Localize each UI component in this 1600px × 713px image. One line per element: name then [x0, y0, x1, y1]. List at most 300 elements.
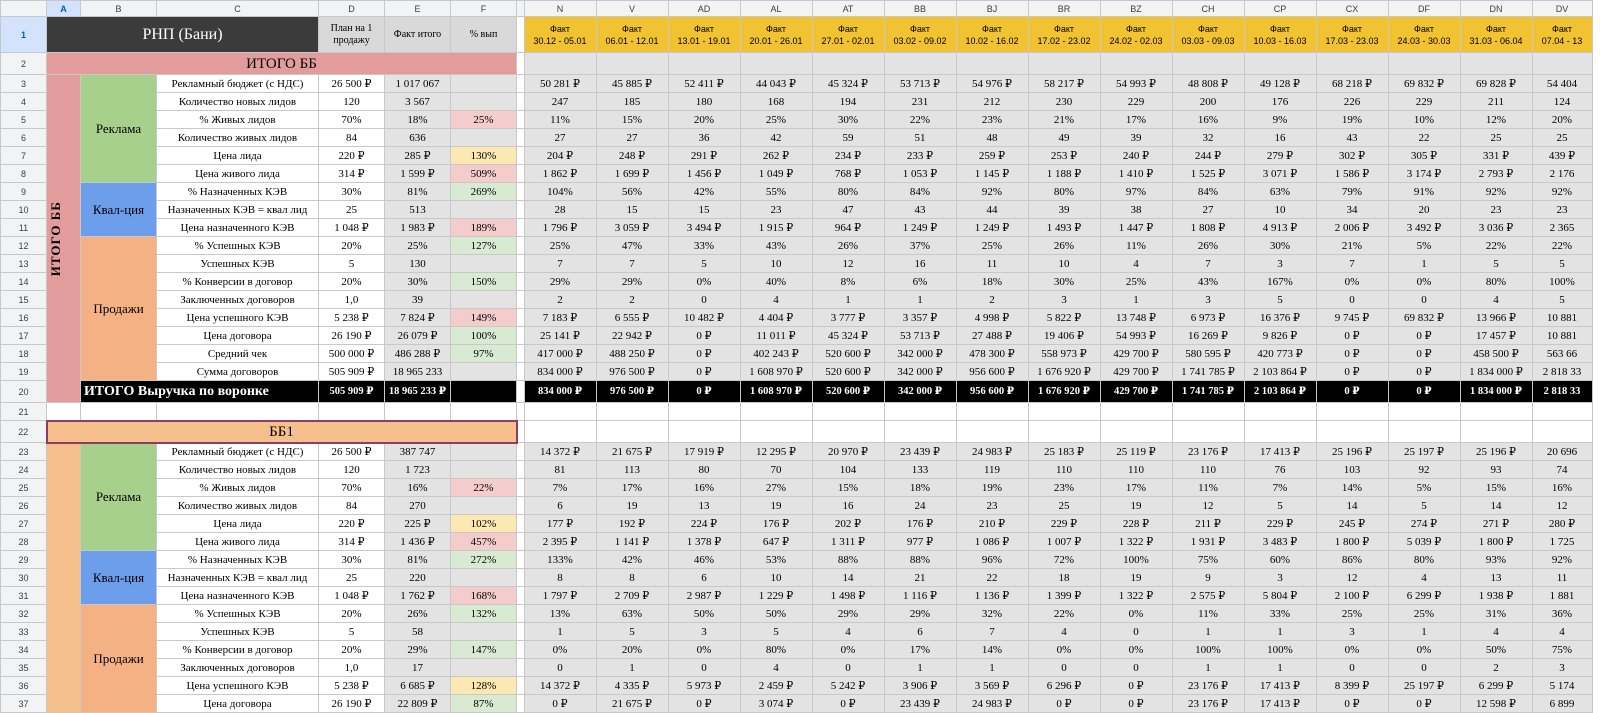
period-value-cell[interactable]: 104 — [812, 461, 884, 479]
period-value-cell[interactable]: 7 — [1316, 255, 1388, 273]
period-value-cell[interactable]: 47 — [812, 201, 884, 219]
period-value-cell[interactable]: 25% — [524, 237, 596, 255]
period-value-cell[interactable]: 7% — [1244, 479, 1316, 497]
metric-label[interactable]: Заключенных договоров — [157, 291, 319, 309]
period-value-cell[interactable]: 6 299 ₽ — [1388, 587, 1460, 605]
period-value-cell[interactable]: 229 ₽ — [1028, 515, 1100, 533]
period-value-cell[interactable]: 176 ₽ — [740, 515, 812, 533]
period-value-cell[interactable]: 19 — [740, 497, 812, 515]
column-header[interactable]: DV — [1532, 1, 1592, 17]
period-value-cell[interactable]: 33% — [668, 237, 740, 255]
period-value-cell[interactable]: 977 ₽ — [884, 533, 956, 551]
column-header[interactable]: AT — [812, 1, 884, 17]
period-value-cell[interactable]: 5% — [1388, 237, 1460, 255]
period-value-cell[interactable]: 5 174 — [1532, 677, 1592, 695]
period-value-cell[interactable]: 14 — [812, 569, 884, 587]
total-revenue-label[interactable]: ИТОГО Выручка по воронке — [81, 381, 319, 403]
metric-label[interactable]: Цена лида — [157, 147, 319, 165]
period-value-cell[interactable]: 2 987 ₽ — [668, 587, 740, 605]
period-value-cell[interactable]: 37% — [884, 237, 956, 255]
period-value-cell[interactable]: 5 — [668, 255, 740, 273]
period-value-cell[interactable]: 10 — [1244, 201, 1316, 219]
period-value-cell[interactable]: 50 281 ₽ — [524, 75, 596, 93]
period-value-cell[interactable]: 44 — [956, 201, 1028, 219]
fact-total-cell[interactable]: 3 567 — [385, 93, 451, 111]
period-value-cell[interactable]: 271 ₽ — [1460, 515, 1532, 533]
period-value-cell[interactable]: 1 800 ₽ — [1460, 533, 1532, 551]
period-value-cell[interactable]: 0% — [524, 641, 596, 659]
period-value-cell[interactable]: 3 036 ₽ — [1460, 219, 1532, 237]
plan-cell[interactable]: 20% — [319, 605, 385, 623]
period-value-cell[interactable]: 1 — [812, 291, 884, 309]
period-value-cell[interactable]: 20% — [596, 641, 668, 659]
period-value-cell[interactable]: 5 804 ₽ — [1244, 587, 1316, 605]
cell[interactable] — [1172, 421, 1244, 443]
cell[interactable] — [956, 53, 1028, 75]
fact-total-cell[interactable]: 39 — [385, 291, 451, 309]
fact-total-cell[interactable]: 513 — [385, 201, 451, 219]
period-value-cell[interactable]: 1 931 ₽ — [1172, 533, 1244, 551]
fact-total-cell[interactable]: 1 983 ₽ — [385, 219, 451, 237]
row-header[interactable]: 17 — [1, 327, 47, 345]
period-value-cell[interactable]: 229 ₽ — [1244, 515, 1316, 533]
cell[interactable] — [1172, 403, 1244, 421]
period-value-cell[interactable]: 253 ₽ — [1028, 147, 1100, 165]
period-value-cell[interactable]: 38 — [1100, 201, 1172, 219]
period-value-cell[interactable]: 19 — [596, 497, 668, 515]
plan-cell[interactable]: 1 048 ₽ — [319, 219, 385, 237]
period-value-cell[interactable]: 11 — [1532, 569, 1592, 587]
total-period-cell[interactable]: 1 741 785 ₽ — [1172, 381, 1244, 403]
period-value-cell[interactable]: 80% — [1388, 551, 1460, 569]
fact-total-cell[interactable]: 1 436 ₽ — [385, 533, 451, 551]
metric-label[interactable]: % Конверсии в договор — [157, 273, 319, 291]
metric-label[interactable]: Цена договора — [157, 327, 319, 345]
period-value-cell[interactable]: 1 086 ₽ — [956, 533, 1028, 551]
period-value-cell[interactable]: 92% — [956, 183, 1028, 201]
row-header[interactable]: 13 — [1, 255, 47, 273]
period-value-cell[interactable]: 4 — [812, 623, 884, 641]
row-header[interactable]: 35 — [1, 659, 47, 677]
period-value-cell[interactable]: 417 000 ₽ — [524, 345, 596, 363]
period-value-cell[interactable]: 17 413 ₽ — [1244, 443, 1316, 461]
metric-label[interactable]: Назначенных КЭВ = квал лид — [157, 569, 319, 587]
period-value-cell[interactable]: 9 — [1172, 569, 1244, 587]
period-value-cell[interactable]: 1 — [884, 659, 956, 677]
plan-cell[interactable]: 26 190 ₽ — [319, 695, 385, 713]
period-value-cell[interactable]: 2 — [596, 291, 668, 309]
period-value-cell[interactable]: 11% — [1172, 479, 1244, 497]
period-value-cell[interactable]: 3 — [1244, 569, 1316, 587]
column-header[interactable]: AD — [668, 1, 740, 17]
fact-total-cell[interactable]: 26 079 ₽ — [385, 327, 451, 345]
period-value-cell[interactable]: 6 299 ₽ — [1460, 677, 1532, 695]
period-value-cell[interactable]: 14% — [1316, 479, 1388, 497]
period-value-cell[interactable]: 1 — [1244, 623, 1316, 641]
row-header[interactable]: 21 — [1, 403, 47, 421]
row-header[interactable]: 22 — [1, 421, 47, 443]
plan-cell[interactable]: 120 — [319, 461, 385, 479]
plan-cell[interactable]: 70% — [319, 479, 385, 497]
percent-cell[interactable]: 102% — [451, 515, 517, 533]
period-value-cell[interactable]: 6 — [884, 623, 956, 641]
period-value-cell[interactable]: 26% — [1028, 237, 1100, 255]
period-value-cell[interactable]: 25% — [1388, 605, 1460, 623]
period-value-cell[interactable]: 47% — [596, 237, 668, 255]
cell[interactable] — [1244, 403, 1316, 421]
percent-cell[interactable] — [451, 75, 517, 93]
period-value-cell[interactable]: 9 826 ₽ — [1244, 327, 1316, 345]
row-header[interactable]: 28 — [1, 533, 47, 551]
period-value-cell[interactable]: 1 410 ₽ — [1100, 165, 1172, 183]
percent-cell[interactable]: 168% — [451, 587, 517, 605]
period-value-cell[interactable]: 88% — [884, 551, 956, 569]
period-value-cell[interactable]: 1 862 ₽ — [524, 165, 596, 183]
cell[interactable] — [451, 403, 517, 421]
metric-label[interactable]: Рекламный бюджет (с НДС) — [157, 75, 319, 93]
row-header[interactable]: 26 — [1, 497, 47, 515]
period-value-cell[interactable]: 1 725 — [1532, 533, 1592, 551]
period-value-cell[interactable]: 279 ₽ — [1244, 147, 1316, 165]
period-value-cell[interactable]: 964 ₽ — [812, 219, 884, 237]
period-value-cell[interactable]: 16 — [884, 255, 956, 273]
row-header[interactable]: 18 — [1, 345, 47, 363]
period-value-cell[interactable]: 3 492 ₽ — [1388, 219, 1460, 237]
row-header[interactable]: 20 — [1, 381, 47, 403]
cell[interactable] — [668, 403, 740, 421]
metric-label[interactable]: Количество новых лидов — [157, 461, 319, 479]
percent-cell[interactable]: 147% — [451, 641, 517, 659]
period-value-cell[interactable]: 1 — [1100, 291, 1172, 309]
period-value-cell[interactable]: 1 249 ₽ — [956, 219, 1028, 237]
total-period-cell[interactable]: 1 608 970 ₽ — [740, 381, 812, 403]
period-value-cell[interactable]: 1 — [596, 659, 668, 677]
period-value-cell[interactable]: 43% — [1172, 273, 1244, 291]
plan-cell[interactable]: 20% — [319, 237, 385, 255]
period-value-cell[interactable]: 124 — [1532, 93, 1592, 111]
period-value-cell[interactable]: 110 — [1172, 461, 1244, 479]
cell[interactable] — [740, 421, 812, 443]
period-value-cell[interactable]: 12 598 ₽ — [1460, 695, 1532, 713]
cell[interactable] — [524, 421, 596, 443]
period-value-cell[interactable]: 14 372 ₽ — [524, 677, 596, 695]
percent-header[interactable]: % вып — [451, 17, 517, 53]
period-value-cell[interactable]: 224 ₽ — [668, 515, 740, 533]
column-header[interactable]: B — [81, 1, 157, 17]
period-value-cell[interactable]: 8% — [812, 273, 884, 291]
total-period-cell[interactable]: 956 600 ₽ — [956, 381, 1028, 403]
cell[interactable] — [157, 403, 319, 421]
metric-label[interactable]: Успешных КЭВ — [157, 255, 319, 273]
section-side-label[interactable] — [47, 443, 81, 713]
total-percent-cell[interactable] — [451, 381, 517, 403]
period-value-cell[interactable]: 17 413 ₽ — [1244, 677, 1316, 695]
total-period-cell[interactable]: 520 600 ₽ — [812, 381, 884, 403]
period-value-cell[interactable]: 92% — [1460, 183, 1532, 201]
period-value-cell[interactable]: 92% — [1532, 183, 1592, 201]
total-fact-cell[interactable]: 18 965 233 ₽ — [385, 381, 451, 403]
metric-label[interactable]: Количество живых лидов — [157, 497, 319, 515]
period-value-cell[interactable]: 0 ₽ — [668, 327, 740, 345]
period-header[interactable] — [524, 17, 596, 53]
total-period-cell[interactable]: 834 000 ₽ — [524, 381, 596, 403]
period-value-cell[interactable]: 5% — [1388, 479, 1460, 497]
period-value-cell[interactable]: 11 — [956, 255, 1028, 273]
percent-cell[interactable] — [451, 497, 517, 515]
period-value-cell[interactable]: 25 — [1460, 129, 1532, 147]
cell[interactable] — [524, 53, 596, 75]
period-value-cell[interactable]: 23% — [956, 111, 1028, 129]
column-header[interactable]: BJ — [956, 1, 1028, 17]
period-value-cell[interactable]: 1 834 000 ₽ — [1460, 363, 1532, 381]
period-value-cell[interactable]: 0 ₽ — [1316, 345, 1388, 363]
period-value-cell[interactable]: 2 365 — [1532, 219, 1592, 237]
period-value-cell[interactable]: 2 006 ₽ — [1316, 219, 1388, 237]
fact-total-cell[interactable]: 285 ₽ — [385, 147, 451, 165]
period-value-cell[interactable]: 234 ₽ — [812, 147, 884, 165]
period-value-cell[interactable]: 10 — [1028, 255, 1100, 273]
period-value-cell[interactable]: 233 ₽ — [884, 147, 956, 165]
row-header[interactable]: 2 — [1, 53, 47, 75]
column-header[interactable]: CX — [1316, 1, 1388, 17]
period-value-cell[interactable]: 229 — [1388, 93, 1460, 111]
period-value-cell[interactable]: 0 — [1100, 659, 1172, 677]
cell[interactable] — [1028, 421, 1100, 443]
period-value-cell[interactable]: 49 128 ₽ — [1244, 75, 1316, 93]
row-header[interactable]: 7 — [1, 147, 47, 165]
cell[interactable] — [1028, 53, 1100, 75]
period-value-cell[interactable]: 16 376 ₽ — [1244, 309, 1316, 327]
period-value-cell[interactable]: 100% — [1532, 273, 1592, 291]
period-value-cell[interactable]: 68 218 ₽ — [1316, 75, 1388, 93]
period-header[interactable] — [1028, 17, 1100, 53]
row-header[interactable]: 10 — [1, 201, 47, 219]
period-value-cell[interactable]: 1 456 ₽ — [668, 165, 740, 183]
period-value-cell[interactable]: 4 335 ₽ — [596, 677, 668, 695]
row-header[interactable]: 6 — [1, 129, 47, 147]
total-period-cell[interactable]: 1 676 920 ₽ — [1028, 381, 1100, 403]
period-value-cell[interactable]: 0 — [1316, 291, 1388, 309]
period-value-cell[interactable]: 5 — [1532, 291, 1592, 309]
row-header[interactable]: 4 — [1, 93, 47, 111]
plan-header[interactable]: План на 1 продажу — [319, 17, 385, 53]
cell[interactable] — [740, 53, 812, 75]
period-value-cell[interactable]: 4 — [1460, 623, 1532, 641]
metric-label[interactable]: Цена живого лида — [157, 165, 319, 183]
period-value-cell[interactable]: 27 — [1172, 201, 1244, 219]
percent-cell[interactable]: 22% — [451, 479, 517, 497]
period-value-cell[interactable]: 23 176 ₽ — [1172, 443, 1244, 461]
period-value-cell[interactable]: 48 — [956, 129, 1028, 147]
cell[interactable] — [1100, 403, 1172, 421]
cell[interactable] — [81, 403, 157, 421]
row-header[interactable]: 37 — [1, 695, 47, 713]
period-value-cell[interactable]: 834 000 ₽ — [524, 363, 596, 381]
period-value-cell[interactable]: 247 — [524, 93, 596, 111]
period-value-cell[interactable]: 42% — [668, 183, 740, 201]
plan-cell[interactable]: 30% — [319, 183, 385, 201]
period-value-cell[interactable]: 25% — [740, 111, 812, 129]
period-value-cell[interactable]: 24 — [884, 497, 956, 515]
period-value-cell[interactable]: 12 — [1532, 497, 1592, 515]
percent-cell[interactable]: 25% — [451, 111, 517, 129]
period-value-cell[interactable]: 80% — [1460, 273, 1532, 291]
period-header[interactable] — [884, 17, 956, 53]
period-value-cell[interactable]: 15% — [812, 479, 884, 497]
metric-label[interactable]: % Назначенных КЭВ — [157, 551, 319, 569]
cell[interactable] — [1532, 421, 1592, 443]
period-value-cell[interactable]: 2 100 ₽ — [1316, 587, 1388, 605]
period-value-cell[interactable]: 25 — [1532, 129, 1592, 147]
metric-label[interactable]: Количество живых лидов — [157, 129, 319, 147]
period-value-cell[interactable]: 10 881 — [1532, 327, 1592, 345]
period-value-cell[interactable]: 30% — [1028, 273, 1100, 291]
period-value-cell[interactable]: 8 399 ₽ — [1316, 677, 1388, 695]
cell[interactable] — [1532, 53, 1592, 75]
period-value-cell[interactable]: 1 915 ₽ — [740, 219, 812, 237]
period-value-cell[interactable]: 13 — [1460, 569, 1532, 587]
period-value-cell[interactable]: 1 800 ₽ — [1316, 533, 1388, 551]
period-value-cell[interactable]: 211 — [1460, 93, 1532, 111]
period-value-cell[interactable]: 2 395 ₽ — [524, 533, 596, 551]
period-value-cell[interactable]: 23 — [1532, 201, 1592, 219]
report-title[interactable]: РНП (Бани) — [47, 17, 319, 53]
period-value-cell[interactable]: 280 ₽ — [1532, 515, 1592, 533]
period-value-cell[interactable]: 1 797 ₽ — [524, 587, 596, 605]
period-value-cell[interactable]: 1 447 ₽ — [1100, 219, 1172, 237]
cell[interactable] — [596, 53, 668, 75]
period-value-cell[interactable]: 43% — [740, 237, 812, 255]
row-header[interactable]: 36 — [1, 677, 47, 695]
period-value-cell[interactable]: 16 — [1244, 129, 1316, 147]
period-value-cell[interactable]: 1 608 970 ₽ — [740, 363, 812, 381]
period-header[interactable] — [740, 17, 812, 53]
period-value-cell[interactable]: 5 242 ₽ — [812, 677, 884, 695]
period-value-cell[interactable]: 0% — [1316, 641, 1388, 659]
period-value-cell[interactable]: 34 — [1316, 201, 1388, 219]
period-value-cell[interactable]: 113 — [596, 461, 668, 479]
fact-total-cell[interactable]: 6 685 ₽ — [385, 677, 451, 695]
period-value-cell[interactable]: 22% — [884, 111, 956, 129]
metric-label[interactable]: % Назначенных КЭВ — [157, 183, 319, 201]
fact-total-cell[interactable]: 25% — [385, 237, 451, 255]
period-value-cell[interactable]: 42% — [596, 551, 668, 569]
period-value-cell[interactable]: 5 039 ₽ — [1388, 533, 1460, 551]
row-header[interactable]: 33 — [1, 623, 47, 641]
cell[interactable] — [1100, 421, 1172, 443]
period-value-cell[interactable]: 14% — [956, 641, 1028, 659]
period-value-cell[interactable]: 21% — [1028, 111, 1100, 129]
period-value-cell[interactable]: 26% — [812, 237, 884, 255]
period-value-cell[interactable]: 56% — [596, 183, 668, 201]
fact-total-cell[interactable]: 1 017 067 — [385, 75, 451, 93]
period-value-cell[interactable]: 21 675 ₽ — [596, 443, 668, 461]
row-header[interactable]: 23 — [1, 443, 47, 461]
period-value-cell[interactable]: 8 — [524, 569, 596, 587]
period-value-cell[interactable]: 439 ₽ — [1532, 147, 1592, 165]
group-label[interactable]: Продажи — [81, 237, 157, 381]
period-value-cell[interactable]: 100% — [1172, 641, 1244, 659]
period-value-cell[interactable]: 302 ₽ — [1316, 147, 1388, 165]
period-value-cell[interactable]: 3 059 ₽ — [596, 219, 668, 237]
group-label[interactable]: Продажи — [81, 605, 157, 713]
period-value-cell[interactable]: 0 ₽ — [1100, 695, 1172, 713]
period-value-cell[interactable]: 244 ₽ — [1172, 147, 1244, 165]
period-value-cell[interactable]: 177 ₽ — [524, 515, 596, 533]
plan-cell[interactable]: 1 048 ₽ — [319, 587, 385, 605]
period-value-cell[interactable]: 23 439 ₽ — [884, 443, 956, 461]
period-value-cell[interactable]: 52 411 ₽ — [668, 75, 740, 93]
period-value-cell[interactable]: 133% — [524, 551, 596, 569]
period-value-cell[interactable]: 32% — [956, 605, 1028, 623]
metric-label[interactable]: % Живых лидов — [157, 479, 319, 497]
column-header[interactable]: CP — [1244, 1, 1316, 17]
column-header[interactable]: DF — [1388, 1, 1460, 17]
period-value-cell[interactable]: 104% — [524, 183, 596, 201]
period-header[interactable] — [1532, 17, 1592, 53]
period-value-cell[interactable]: 5 — [1532, 255, 1592, 273]
period-value-cell[interactable]: 10 — [740, 255, 812, 273]
period-value-cell[interactable]: 420 773 ₽ — [1244, 345, 1316, 363]
period-value-cell[interactable]: 3 569 ₽ — [956, 677, 1028, 695]
period-value-cell[interactable]: 0 — [1388, 659, 1460, 677]
period-value-cell[interactable]: 1 796 ₽ — [524, 219, 596, 237]
period-value-cell[interactable]: 3 — [1028, 291, 1100, 309]
total-period-cell[interactable]: 429 700 ₽ — [1100, 381, 1172, 403]
period-value-cell[interactable]: 3 — [1172, 291, 1244, 309]
fact-total-cell[interactable]: 16% — [385, 479, 451, 497]
fact-total-cell[interactable]: 29% — [385, 641, 451, 659]
period-value-cell[interactable]: 1 141 ₽ — [596, 533, 668, 551]
period-value-cell[interactable]: 91% — [1388, 183, 1460, 201]
period-value-cell[interactable]: 2 793 ₽ — [1460, 165, 1532, 183]
period-value-cell[interactable]: 92 — [1388, 461, 1460, 479]
period-value-cell[interactable]: 84% — [1172, 183, 1244, 201]
period-value-cell[interactable]: 956 600 ₽ — [956, 363, 1028, 381]
column-header[interactable]: D — [319, 1, 385, 17]
period-value-cell[interactable]: 20 970 ₽ — [812, 443, 884, 461]
period-value-cell[interactable]: 1 — [1388, 623, 1460, 641]
plan-cell[interactable]: 25 — [319, 201, 385, 219]
period-value-cell[interactable]: 53% — [740, 551, 812, 569]
period-value-cell[interactable]: 0 — [668, 291, 740, 309]
period-value-cell[interactable]: 50% — [1460, 641, 1532, 659]
plan-cell[interactable]: 5 238 ₽ — [319, 677, 385, 695]
period-value-cell[interactable]: 478 300 ₽ — [956, 345, 1028, 363]
period-header[interactable] — [1388, 17, 1460, 53]
fact-total-cell[interactable]: 26% — [385, 605, 451, 623]
period-value-cell[interactable]: 22% — [1532, 237, 1592, 255]
period-value-cell[interactable]: 1 808 ₽ — [1172, 219, 1244, 237]
period-value-cell[interactable]: 25% — [1316, 605, 1388, 623]
period-value-cell[interactable]: 0 ₽ — [1388, 695, 1460, 713]
period-value-cell[interactable]: 75% — [1172, 551, 1244, 569]
percent-cell[interactable] — [451, 569, 517, 587]
period-value-cell[interactable]: 0% — [1100, 605, 1172, 623]
percent-cell[interactable] — [451, 659, 517, 677]
period-value-cell[interactable]: 100% — [1244, 641, 1316, 659]
section-side-label[interactable] — [47, 75, 81, 403]
period-value-cell[interactable]: 7 — [956, 623, 1028, 641]
period-value-cell[interactable]: 1 676 920 ₽ — [1028, 363, 1100, 381]
fact-total-cell[interactable]: 270 — [385, 497, 451, 515]
period-value-cell[interactable]: 1 322 ₽ — [1100, 587, 1172, 605]
period-value-cell[interactable]: 1 399 ₽ — [1028, 587, 1100, 605]
group-label[interactable]: Реклама — [81, 443, 157, 551]
period-value-cell[interactable]: 97% — [1100, 183, 1172, 201]
row-header[interactable]: 8 — [1, 165, 47, 183]
period-value-cell[interactable]: 0 ₽ — [1388, 327, 1460, 345]
